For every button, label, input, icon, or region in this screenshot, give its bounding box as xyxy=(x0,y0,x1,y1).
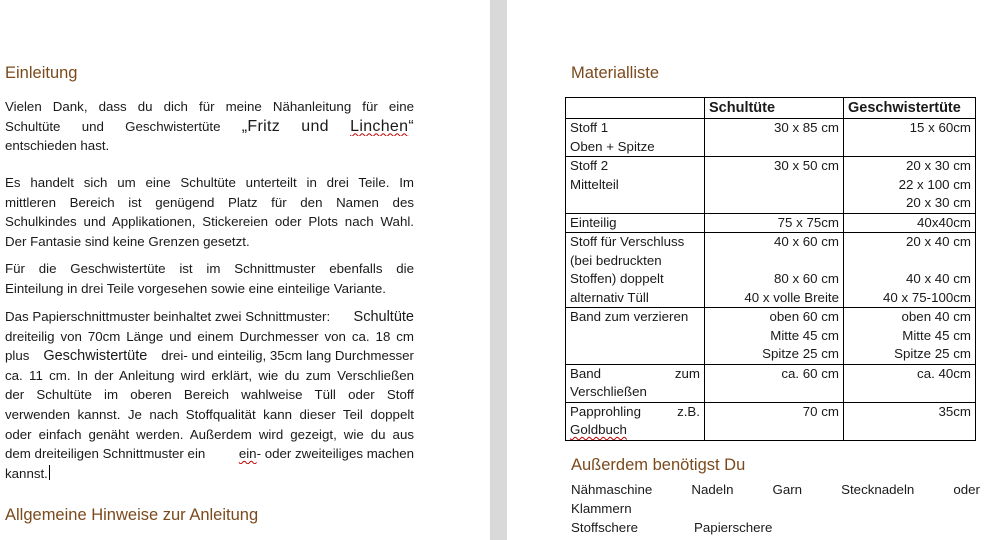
table-cell xyxy=(566,364,705,402)
text-segment: kannst. xyxy=(5,465,48,481)
cell-text: 20 x 30 cm xyxy=(905,158,971,173)
material-list-line: Klammern xyxy=(571,501,632,516)
table-row xyxy=(566,157,976,214)
list-word: Papierschere xyxy=(694,520,773,535)
cell-text: oben 40 cm xyxy=(901,309,971,324)
cell-text: Band zum verzieren xyxy=(570,309,689,324)
table-cell xyxy=(566,402,705,440)
cell-text xyxy=(570,365,700,384)
text-cursor xyxy=(49,465,50,480)
cell-text: Mitte 45 cm xyxy=(770,327,839,343)
table-row xyxy=(566,308,976,365)
paragraph-intro xyxy=(5,97,414,156)
table-cell xyxy=(566,233,705,308)
material-table xyxy=(565,97,976,441)
cell-text: 80 x 60 cm xyxy=(773,271,839,286)
cell-text: Mitte 45 cm xyxy=(902,327,971,343)
table-cell xyxy=(705,233,844,308)
table-row xyxy=(566,402,976,440)
table-row xyxy=(566,119,976,157)
table-cell: 75 x 75cm xyxy=(705,213,844,233)
text-line: der Schultüte im oberen Bereich wahlweise Tüll oder Stoff xyxy=(5,387,414,403)
text-line: Vielen Dank, dass du dich für meine Nähanleitung für eine xyxy=(5,99,414,114)
table-cell: 40x40cm xyxy=(844,213,976,233)
text-line: entschieden hast. xyxy=(5,138,110,154)
heading-materialliste: Materialliste xyxy=(571,64,660,82)
spellcheck-word[interactable]: Goldbuch xyxy=(570,422,627,437)
list-word: Garn xyxy=(772,482,803,497)
table-cell xyxy=(844,233,976,308)
cell-text: Spitze 25 cm xyxy=(762,346,839,361)
cell-word: Band xyxy=(570,365,602,381)
material-list-line xyxy=(571,480,980,500)
table-cell: Einteilig xyxy=(566,213,705,233)
text-line: Für die Geschwistertüte ist im Schnittmuster ebenfalls die xyxy=(5,261,414,276)
cell-text: Spitze 25 cm xyxy=(894,346,971,361)
paragraph-description xyxy=(5,173,414,251)
paragraph-schnittmuster xyxy=(5,307,414,483)
cell-text: 22 x 100 cm xyxy=(898,176,971,192)
cell-word: Papprohling xyxy=(570,403,641,419)
text-line: mittleren Bereich ist genügend Platz für den Namen des xyxy=(5,194,414,210)
text-segment: - oder zweiteiliges machen xyxy=(256,446,414,462)
spellcheck-word[interactable]: Linchen xyxy=(350,117,409,135)
table-cell: 30 x 85 cm xyxy=(705,119,844,157)
text-segment: drei- und einteilig, 35cm lang Durchmesser xyxy=(161,348,414,364)
text-line: Einteilung in drei Teile vorgesehen sowie eine einteilige Variante. xyxy=(5,280,386,296)
list-word: Stecknadeln xyxy=(841,482,915,497)
table-header-row xyxy=(566,98,976,119)
spellcheck-word[interactable]: ein xyxy=(238,446,257,462)
text-line xyxy=(5,464,414,484)
cell-text: 20 x 40 cm xyxy=(905,234,971,249)
table-cell xyxy=(844,157,976,214)
word: und xyxy=(301,117,329,135)
text-segment: dem dreiteiligen Schnittmuster ein xyxy=(5,446,206,462)
word-with-spellcheck xyxy=(350,117,414,137)
text-line xyxy=(5,346,414,366)
table-cell: 30 x 50 cm xyxy=(705,157,844,214)
material-list-line xyxy=(571,518,772,538)
table-header-geschwistertuete: Geschwistertüte xyxy=(844,98,976,119)
table-row xyxy=(566,233,976,308)
table-cell: 35cm xyxy=(844,402,976,440)
text-line: Schulkindes und Applikationen, Stickereien oder Plots nach Wahl. xyxy=(5,214,414,230)
table-cell xyxy=(566,119,705,157)
cell-text xyxy=(570,403,700,422)
word: und xyxy=(81,118,104,134)
table-header-schultuete: Schultüte xyxy=(705,98,844,119)
cell-word: z.B. xyxy=(677,403,700,419)
table-cell xyxy=(566,157,705,214)
document-page-right[interactable] xyxy=(507,0,986,540)
cell-text: Mittelteil xyxy=(570,176,619,192)
text-line xyxy=(5,444,414,464)
word: Schultüte xyxy=(5,118,61,134)
quote-mark: “ xyxy=(408,117,414,135)
cell-text: Stoff 2 xyxy=(570,158,609,173)
text-segment: Schultüte xyxy=(353,309,414,325)
table-cell: 15 x 60cm xyxy=(844,119,976,157)
paragraph-geschwister xyxy=(5,259,414,298)
cell-text: Stoffen) doppelt xyxy=(570,271,664,286)
cell-text: (bei bedruckten xyxy=(570,252,662,268)
document-page-left[interactable] xyxy=(0,0,490,540)
list-word: Stoffschere xyxy=(571,520,639,535)
heading-einleitung: Einleitung xyxy=(5,64,78,82)
cell-text: 40 x 75-100cm xyxy=(883,289,971,305)
cell-text: Stoff 1 xyxy=(570,120,609,135)
text-line: Es handelt sich um eine Schultüte unterteilt in drei Teile. Im xyxy=(5,175,414,190)
cell-text: 20 x 30 cm xyxy=(905,195,971,210)
text-segment: plus xyxy=(5,348,30,364)
word: Geschwistertüte xyxy=(125,118,221,134)
list-word: Nadeln xyxy=(691,482,734,497)
cell-text: 40 x 40 cm xyxy=(905,271,971,286)
table-header-empty xyxy=(566,98,705,119)
cell-text: oben 60 cm xyxy=(769,309,839,324)
list-word: Nähmaschine xyxy=(571,482,653,497)
table-row xyxy=(566,364,976,402)
cell-text: Stoff für Verschluss xyxy=(570,234,685,249)
cell-text: 40 x 60 cm xyxy=(773,234,839,249)
cell-text: alternativ Tüll xyxy=(570,289,649,305)
text-segment: Geschwistertüte xyxy=(43,348,148,365)
heading-allgemeine-hinweise: Allgemeine Hinweise zur Anleitung xyxy=(5,506,259,524)
table-cell xyxy=(705,308,844,365)
text-segment: Das Papierschnittmuster beinhaltet zwei Schnittmuster: xyxy=(5,309,331,324)
text-line xyxy=(5,307,414,327)
text-line: dreiteilig von 70cm Länge und einem Durchmesser von ca. 18 cm xyxy=(5,328,414,344)
table-cell xyxy=(844,308,976,365)
heading-ausserdem: Außerdem benötigst Du xyxy=(571,456,746,474)
word: „Fritz xyxy=(241,117,281,135)
text-line: Der Fantasie sind keine Grenzen gesetzt. xyxy=(5,233,250,249)
table-cell: ca. 40cm xyxy=(844,364,976,402)
text-line: verwenden kannst. Je nach Stoffqualität kann dieser Teil doppelt xyxy=(5,406,414,422)
table-cell: ca. 60 cm xyxy=(705,364,844,402)
table-cell: 70 cm xyxy=(705,402,844,440)
table-cell xyxy=(566,308,705,365)
table-row xyxy=(566,213,976,233)
text-line: ca. 11 cm. In der Anleitung wird erklärt, wie du zum Verschließen xyxy=(5,367,414,383)
list-word: oder xyxy=(953,482,980,497)
cell-text: Verschließen xyxy=(570,384,647,399)
text-line xyxy=(5,117,414,137)
text-line: oder einfach genäht werden. Außerdem wird gezeigt, wie du aus xyxy=(5,426,414,442)
cell-text: 40 x volle Breite xyxy=(744,289,839,305)
cell-word: zum xyxy=(674,365,700,381)
cell-text: Oben + Spitze xyxy=(570,138,655,154)
